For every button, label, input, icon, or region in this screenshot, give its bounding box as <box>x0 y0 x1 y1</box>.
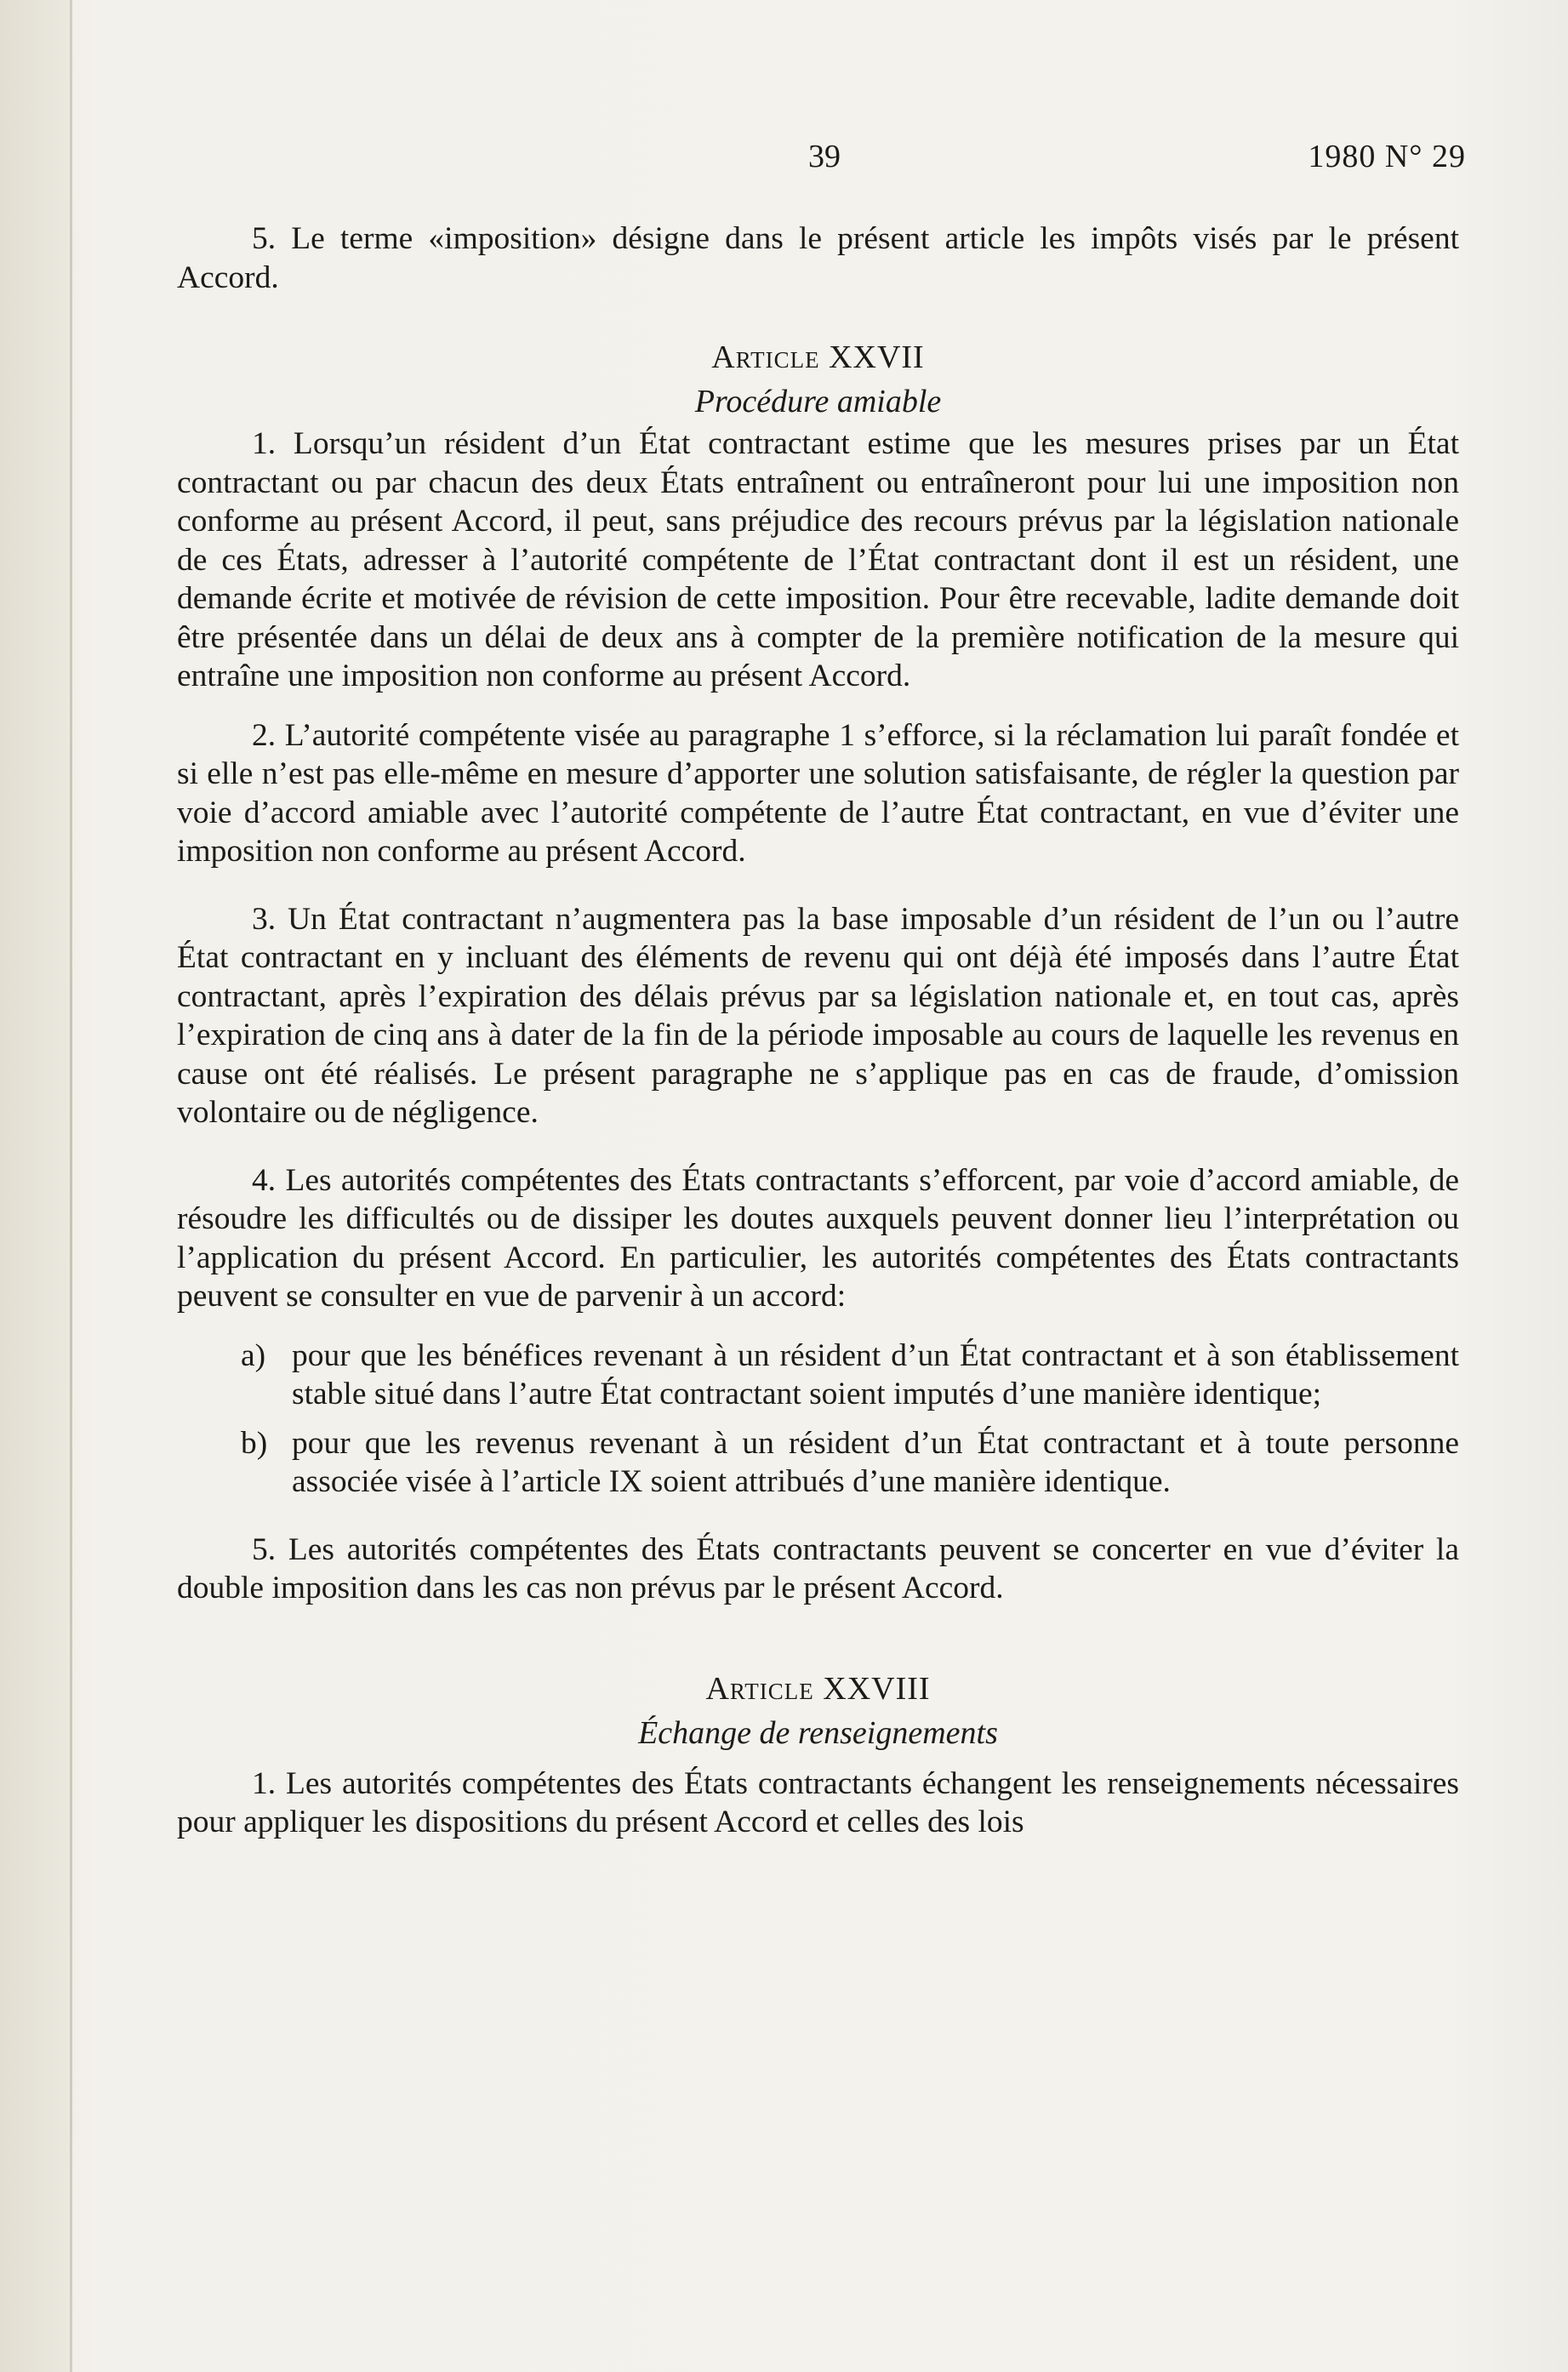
article-28-paragraph-1: 1. Les autorités compétentes des États contractants échangent les renseignements nécessaires pour appliquer les dispositions du présent Accord et celles des lois <box>177 1765 1459 1839</box>
page-number: 39 <box>808 139 841 174</box>
list-item-b <box>241 1424 1459 1502</box>
list-item-a <box>241 1337 1459 1414</box>
article-27-paragraph-5: 5. Les autorités compétentes des États contractants peuvent se concerter en vue d’éviter la double imposition dans les cas non prévus par le présent Accord. <box>177 1531 1459 1605</box>
volume-reference: 1980 N° 29 <box>1308 139 1466 174</box>
list-item-b-text: pour que les revenus revenant à un résident d’un État contractant et à toute personne associée visée à l’article IX soient attribués d’une manière identique. <box>292 1425 1459 1499</box>
binding-edge-line <box>70 0 72 2372</box>
paragraph-intro: 5. Le terme «imposition» désigne dans le présent article les impôts visés par le présent Accord. <box>177 221 1459 295</box>
article-27-paragraph-4: 4. Les autorités compétentes des États contractants s’efforcent, par voie d’accord amiable, de résoudre les difficultés ou de dissiper les doutes auxquels peuvent donner lieu l’interprétation ou l’application du présent Accord. En particulier, les autorités compétentes des États contractants peuvent se consulter en vue de parvenir à un accord: <box>177 1162 1459 1314</box>
binding-gutter <box>0 0 70 2372</box>
article-28-title <box>177 1669 1459 1708</box>
article-28-numeral: XXVIII <box>823 1670 931 1707</box>
article-28 <box>177 1669 1459 1842</box>
article-27-subtitle: Procédure amiable <box>694 384 942 419</box>
article-27-paragraph-2: 2. L’autorité compétente visée au paragraphe 1 s’efforce, si la réclamation lui paraît fondée et si elle n’est pas elle-même en mesure d’apporter une solution satisfaisante, de régler la question par voie d’accord amiable avec l’autorité compétente de l’autre État contractant, en vue d’éviter une imposition non conforme au présent Accord. <box>177 717 1459 869</box>
article-27-numeral: XXVII <box>829 339 925 375</box>
page-body <box>177 220 1459 1842</box>
article-27-paragraph-1: 1. Lorsqu’un résident d’un État contractant estime que les mesures prises par un État contractant ou par chacun des deux États entraînent ou entraîneront pour lui une imposition non conforme au présent Accord, il peut, sans préjudice des recours prévus par la législation nationale de ces États, adresser à l’autorité compétente de l’État contractant dont il est un résident, une demande écrite et motivée de révision de cette imposition. Pour être recevable, ladite demande doit être présentée dans un délai de deux ans à compter de la première notification de la mesure qui entraîne une imposition non conforme au présent Accord. <box>177 426 1459 693</box>
article-27-label: Article <box>711 339 820 375</box>
page-header <box>0 138 1568 180</box>
article-28-subtitle: Échange de renseignements <box>638 1714 998 1751</box>
article-27-paragraph-3: 3. Un État contractant n’augmentera pas la base imposable d’un résident de l’un ou l’autre État contractant en y incluant des éléments de revenu qui ont déjà été imposés dans l’autre État contractant, après l’expiration des délais prévus par sa législation nationale et, en tout cas, après l’expiration de cinq ans à dater de la fin de la période imposable au cours de laquelle les revenus en cause ont été réalisés. Le présent paragraphe ne s’applique pas en cas de fraude, d’omission volontaire ou de négligence. <box>177 901 1459 1130</box>
list-item-a-marker: a) <box>241 1337 266 1373</box>
article-28-label: Article <box>705 1670 814 1707</box>
article-27 <box>177 338 1459 1608</box>
list-item-a-text: pour que les bénéfices revenant à un résident d’un État contractant et à son établissement stable situé dans l’autre État contractant soient imputés d’une manière identique; <box>292 1337 1459 1411</box>
article-27-title <box>177 338 1459 377</box>
list-item-b-marker: b) <box>241 1425 268 1461</box>
